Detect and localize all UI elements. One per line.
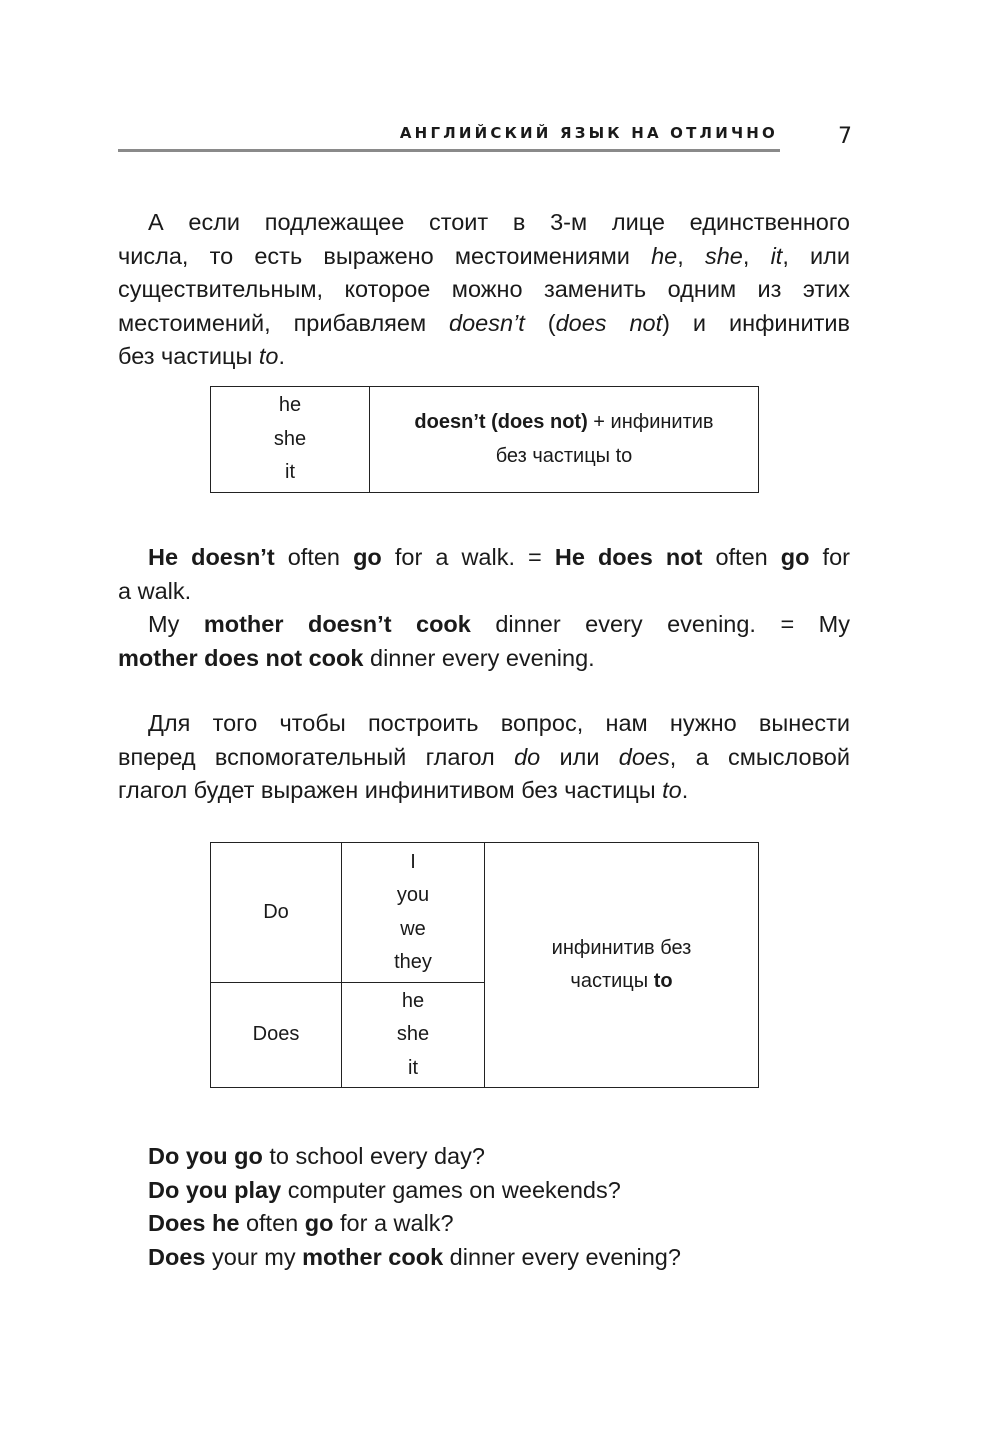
neg-example-2-cont: mother does not cook dinner every evening. (118, 644, 595, 671)
question-example-2: Do you play computer games on weekends? (148, 1176, 621, 1203)
infinitive-cell: инфинитив без частицы to (485, 843, 759, 1088)
question-line-1: Для того чтобы построить вопрос, нам нужно вынести (148, 710, 850, 736)
rule-cell: doesn’t (does not) + инфинитив без частицы to (370, 387, 759, 493)
question-example-3: Does he often go for a walk? (148, 1210, 454, 1236)
pronoun-cell: he she it (211, 387, 370, 493)
negation-table (210, 386, 759, 493)
question-paragraph (118, 707, 850, 808)
negative-examples (118, 541, 850, 675)
page-number: 7 (838, 124, 852, 149)
neg-example-1: He doesn’t often go for a walk. = He does not often go for (148, 544, 850, 570)
neg-example-2: My mother doesn’t cook dinner every evening. = My (148, 611, 850, 637)
question-line-2: вперед вспомогательный глагол do или does, а смысловой (118, 743, 850, 770)
question-example-1: Do you go to school every day? (148, 1143, 485, 1169)
do-cell: Do (211, 843, 342, 983)
question-examples (148, 1140, 681, 1274)
does-cell: Does (211, 983, 342, 1088)
does-pronouns-cell: he she it (342, 983, 485, 1088)
intro-line-3: существительным, которое можно заменить одним из этих (118, 276, 850, 302)
intro-paragraph (118, 206, 850, 374)
running-header: АНГЛИЙСКИЙ ЯЗЫК НА ОТЛИЧНО (399, 124, 778, 142)
intro-line-2: числа, то есть выражено местоимениями he, she, it, или (118, 242, 850, 269)
intro-line-4: местоимений, прибавляем doesn’t (does not) и инфинитив (118, 309, 850, 336)
intro-line-5: без частицы to. (118, 343, 286, 369)
intro-line-1: А если подлежащее стоит в 3-м лице единственного (148, 209, 850, 235)
question-example-4: Does your my mother cook dinner every evening? (148, 1243, 681, 1270)
question-table (210, 842, 759, 1088)
neg-example-1-cont: a walk. (118, 577, 192, 604)
header-rule (118, 149, 780, 152)
question-line-3: глагол будет выражен инфинитивом без частицы to. (118, 777, 689, 803)
do-pronouns-cell: I you we they (342, 843, 485, 983)
